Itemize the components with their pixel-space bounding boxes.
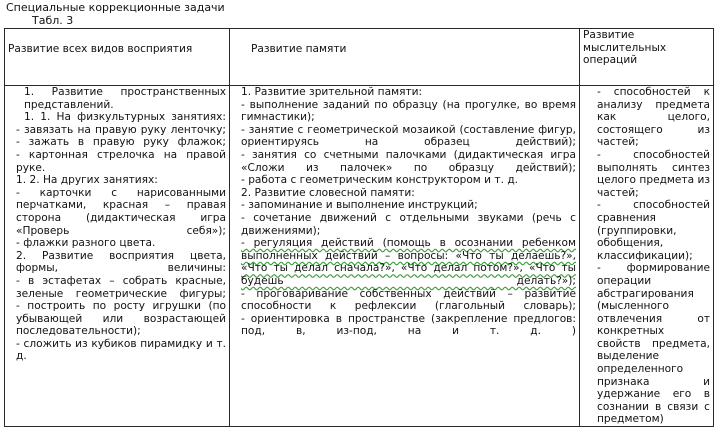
cell-memory — [230, 86, 580, 427]
list-item: - работа с геометрическим конструктором и т. д. — [241, 174, 519, 187]
list-item: - выполнение заданий по образцу (на прогулке, во время гимнастики); — [241, 98, 576, 124]
header-row — [5, 29, 714, 86]
list-item: 2. Развитие словесной памяти: — [241, 186, 415, 199]
list-item: 2. Развитие восприятия цвета, формы, величины: — [16, 249, 226, 275]
header-thinking: Развитие мыслительных операций — [580, 29, 714, 86]
list-item: - ориентировка в пространстве (закрепление предлогов: под, в, из-под, на и т. д. ) — [241, 312, 576, 338]
header-memory: Развитие памяти — [230, 29, 580, 86]
list-item: - сочетание движений с отдельными звуками (речь с движениями); — [241, 211, 576, 237]
list-item: - формирование операции абстрагирования (мысленного отвлечения от конкретных свойств предмета, выделение определенного признака и удержание его в сознании в связи с предметом) — [597, 262, 710, 426]
header-perception: Развитие всех видов восприятия — [5, 29, 230, 86]
list-item: 1. 1. На физкультурных занятиях: — [24, 111, 226, 124]
list-item: - зажать в правую руку флажок; — [16, 136, 226, 149]
caption-title: Специальные коррекционные задачи — [6, 1, 225, 14]
list-item: - построить по росту игрушки (по убывающей или возрастающей последовательности); — [16, 300, 226, 338]
list-item: - способностей к анализу предмета как целого, состоящего из частей; — [597, 86, 710, 149]
list-item: - флажки разного цвета. — [16, 237, 156, 250]
caption — [6, 1, 225, 27]
list-item: - проговаривание собственных действий – развитие способности к рефлексии (глагольный словарь); — [241, 287, 576, 313]
list-item: - занятие с геометрической мозаикой (составление фигур, ориентируясь на образец действий); — [241, 123, 576, 149]
list-item: 1. Развитие зрительной памяти: — [241, 86, 423, 98]
list-item: 1. Развитие пространственных представлений. — [24, 86, 226, 111]
list-item: - занятия со счетными палочками (дидактическая игра «Сложи из палочек» по образцу действий); — [241, 148, 576, 174]
list-item: - регуляция действий (помощь в осознании ребенком выполненных действий – вопросы: «Что ты делаешь?», «Что ты делал сначала?», «Что делал потом?», «Что ты будешь делать?»); — [241, 237, 576, 287]
list-item: 1. 2. На других занятиях: — [16, 174, 158, 187]
correction-tasks-table — [4, 28, 714, 427]
list-item: - в эстафетах – собрать красные, зеленые геометрические фигуры; — [16, 274, 226, 300]
table-number: Табл. 3 — [32, 14, 74, 27]
list-item: - картонная стрелочка на правой руке. — [16, 148, 226, 174]
cell-thinking — [580, 86, 714, 427]
cell-perception — [5, 86, 230, 427]
list-item: - запоминание и выполнение инструкций; — [241, 199, 478, 212]
list-item: - завязать на правую руку ленточку; — [16, 123, 226, 136]
list-item: - сложить из кубиков пирамидку и т. д. — [16, 337, 226, 363]
list-item: - карточки с нарисованными перчатками, красная – правая сторона (дидактическая игра «Проверь себя»); — [16, 186, 226, 237]
list-item: - способностей сравнения (группировки, обобщения, классификации); — [597, 199, 710, 262]
body-row — [5, 86, 714, 427]
list-item: - способностей выполнять синтез целого предмета из частей; — [597, 148, 710, 199]
